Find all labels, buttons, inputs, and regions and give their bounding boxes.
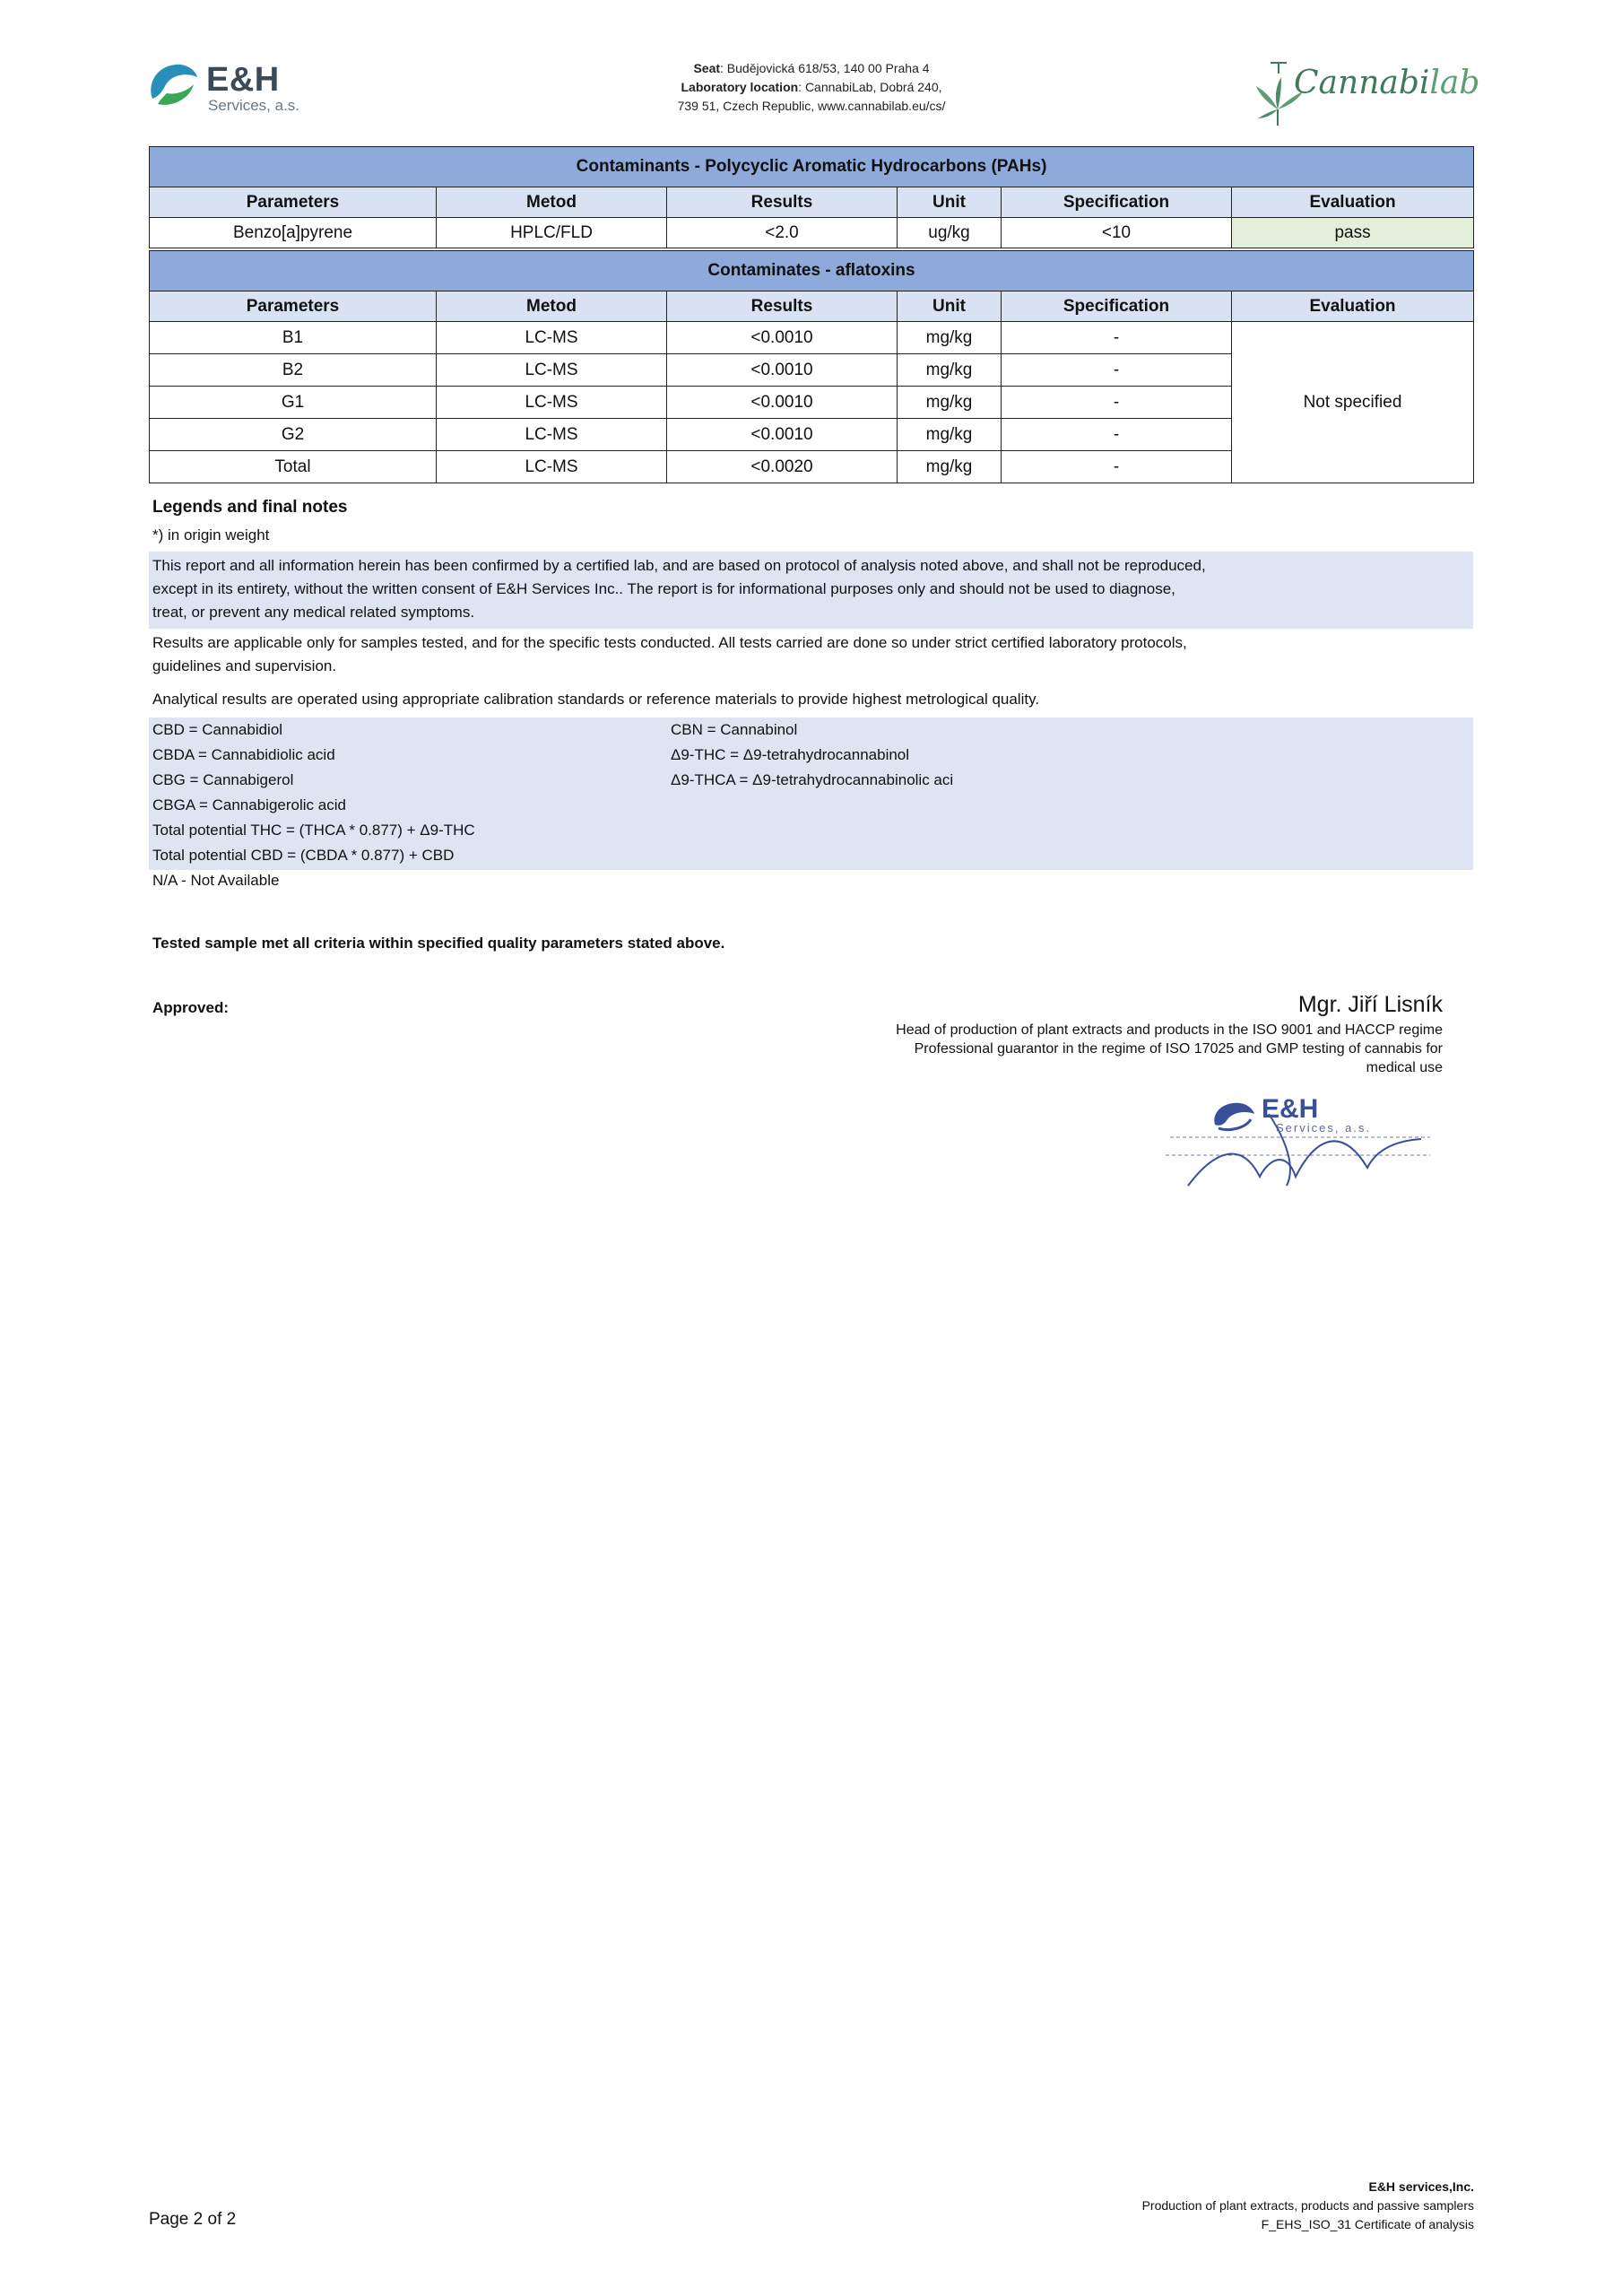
abbr-item: Total potential CBD = (CBDA * 0.877) + CBD — [152, 847, 455, 864]
role-line: medical use — [1366, 1060, 1443, 1075]
cell-parameter: B2 — [150, 354, 437, 387]
disclaimer-line: treat, or prevent any medical related symptoms. — [152, 604, 475, 621]
signer-role — [851, 1021, 1443, 1077]
cannabilab-wordmark — [1294, 65, 1479, 101]
stamp-brand: E&H — [1262, 1094, 1319, 1124]
col-parameters: Parameters — [150, 291, 437, 322]
col-method: Metod — [437, 291, 667, 322]
lab-value: : CannabiLab, Dobrá 240, — [798, 80, 942, 94]
cell-result: <2.0 — [667, 218, 898, 248]
disclaimer — [152, 554, 1206, 624]
header-address — [574, 59, 1049, 116]
abbr-item: Total potential THC = (THCA * 0.877) + Δ9-THC — [152, 822, 475, 839]
footer-line: Production of plant extracts, products and passive samplers — [1141, 2198, 1474, 2213]
applicability-note — [152, 631, 1187, 678]
seat-value: : Budějovická 618/53, 140 00 Praha 4 — [720, 61, 930, 75]
cell-spec: - — [1002, 419, 1232, 451]
cell-parameter: G2 — [150, 419, 437, 451]
cell-result: <0.0020 — [667, 451, 898, 483]
abbr-item: CBG = Cannabigerol — [152, 771, 294, 788]
eh-leaf-icon — [145, 59, 199, 111]
cell-evaluation-pass: pass — [1232, 218, 1474, 248]
col-evaluation: Evaluation — [1232, 291, 1474, 322]
col-unit: Unit — [898, 187, 1002, 218]
abbr-item: CBD = Cannabidiol — [152, 721, 283, 738]
abbr-item: CBGA = Cannabigerolic acid — [152, 796, 346, 813]
abbr-item: CBDA = Cannabidiolic acid — [152, 746, 335, 763]
cell-unit: mg/kg — [898, 387, 1002, 419]
col-parameters: Parameters — [150, 187, 437, 218]
eh-logo — [145, 57, 334, 120]
abbreviations-left — [152, 718, 475, 893]
col-results: Results — [667, 187, 898, 218]
stamp-sub: Services, a.s. — [1276, 1121, 1372, 1135]
footer-line: F_EHS_ISO_31 Certificate of analysis — [1261, 2217, 1474, 2231]
cell-evaluation-merged: Not specified — [1232, 322, 1474, 483]
cell-method: LC-MS — [437, 354, 667, 387]
role-line: Head of production of plant extracts and products in the ISO 9001 and HACCP regime — [896, 1022, 1443, 1038]
pah-table-title: Contaminants - Polycyclic Aromatic Hydrocarbons (PAHs) — [150, 147, 1474, 187]
wordmark-b: lab — [1429, 65, 1480, 101]
footer-company: E&H services,Inc. — [1368, 2179, 1474, 2194]
cell-unit: ug/kg — [898, 218, 1002, 248]
applicability-line: guidelines and supervision. — [152, 657, 337, 674]
cell-spec: - — [1002, 387, 1232, 419]
aflatoxin-table — [149, 250, 1474, 483]
pah-table — [149, 146, 1474, 248]
cell-method: LC-MS — [437, 387, 667, 419]
notes-title: Legends and final notes — [152, 498, 348, 517]
table-row — [150, 218, 1474, 248]
cell-method: LC-MS — [437, 451, 667, 483]
col-unit: Unit — [898, 291, 1002, 322]
col-method: Metod — [437, 187, 667, 218]
lab-label: Laboratory location — [681, 80, 799, 94]
cell-spec: <10 — [1002, 218, 1232, 248]
col-evaluation: Evaluation — [1232, 187, 1474, 218]
footer-block — [1142, 2178, 1474, 2234]
conclusion-text: Tested sample met all criteria within specified quality parameters stated above. — [152, 935, 725, 952]
cell-parameter: G1 — [150, 387, 437, 419]
cell-unit: mg/kg — [898, 419, 1002, 451]
cell-method: HPLC/FLD — [437, 218, 667, 248]
col-specification: Specification — [1002, 187, 1232, 218]
cannabilab-logo — [1251, 56, 1480, 136]
role-line: Professional guarantor in the regime of ISO 17025 and GMP testing of cannabis for — [914, 1041, 1443, 1057]
calibration-note: Analytical results are operated using appropriate calibration standards or reference materials to provide highest metrological quality. — [152, 691, 1040, 708]
cell-spec: - — [1002, 354, 1232, 387]
cell-unit: mg/kg — [898, 322, 1002, 354]
cell-result: <0.0010 — [667, 387, 898, 419]
cell-parameter: Benzo[a]pyrene — [150, 218, 437, 248]
abbr-item: N/A - Not Available — [152, 872, 280, 889]
page-number: Page 2 of 2 — [149, 2210, 237, 2229]
disclaimer-line: except in its entirety, without the written consent of E&H Services Inc.. The report is for informational purposes only and should not be used to diagnose, — [152, 580, 1175, 597]
eh-brand: E&H — [206, 61, 280, 99]
abbr-item: Δ9-THCA = Δ9-tetrahydrocannabinolic aci — [671, 771, 954, 788]
applicability-line: Results are applicable only for samples tested, and for the specific tests conducted. All tests carried are done so under strict certified laboratory protocols, — [152, 634, 1187, 651]
abbr-item: Δ9-THC = Δ9-tetrahydrocannabinol — [671, 746, 910, 763]
approved-label: Approved: — [152, 999, 229, 1016]
company-stamp — [1161, 1087, 1448, 1195]
signer-name: Mgr. Jiří Lisník — [1297, 992, 1443, 1017]
aflatoxin-table-title: Contaminates - aflatoxins — [150, 251, 1474, 291]
cell-parameter: Total — [150, 451, 437, 483]
cell-spec: - — [1002, 322, 1232, 354]
abbreviations-right — [671, 718, 953, 793]
eh-sub: Services, a.s. — [208, 97, 300, 114]
wordmark-a: Cannabi — [1294, 65, 1430, 101]
col-results: Results — [667, 291, 898, 322]
cell-method: LC-MS — [437, 322, 667, 354]
cell-spec: - — [1002, 451, 1232, 483]
col-specification: Specification — [1002, 291, 1232, 322]
cell-parameter: B1 — [150, 322, 437, 354]
cell-result: <0.0010 — [667, 354, 898, 387]
cell-unit: mg/kg — [898, 354, 1002, 387]
origin-weight-note: *) in origin weight — [152, 526, 270, 544]
seat-label: Seat — [693, 61, 721, 75]
cell-result: <0.0010 — [667, 419, 898, 451]
table-row — [150, 322, 1474, 354]
address-line3: 739 51, Czech Republic, www.cannabilab.eu/cs/ — [677, 99, 946, 113]
disclaimer-line: This report and all information herein has been confirmed by a certified lab, and are based on protocol of analysis noted above, and shall not be reproduced, — [152, 557, 1206, 574]
abbr-item: CBN = Cannabinol — [671, 721, 798, 738]
cell-result: <0.0010 — [667, 322, 898, 354]
cell-method: LC-MS — [437, 419, 667, 451]
cell-unit: mg/kg — [898, 451, 1002, 483]
